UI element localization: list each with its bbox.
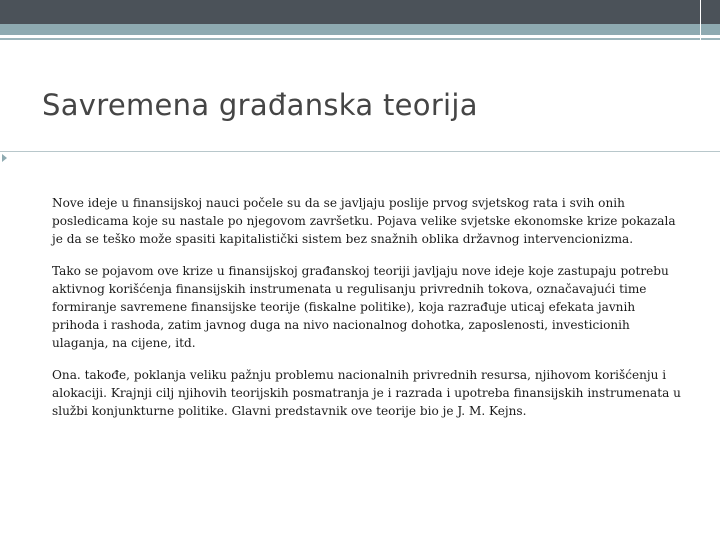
body-paragraph-1: Nove ideje u finansijskoj nauci počele su da se javljaju poslije prvog svjetskog rata i svih onih posledicama koje su nastale po njegovom završetku. Pojava velike svjetske ekonomske krize pokazala je da se teško može spasiti kapitalistički sistem bez snažnih oblika državnog intervencionizma. [52,196,676,246]
slide-body [52,194,682,434]
body-paragraph-3: Ona. takođe, poklanja veliku pažnju problemu nacionalnih privrednih resursa, njihovom korišćenju i alokaciji. Krajnji cilj njihovih teorijskih posmatranja je i razrada i upotreba finansijskih instrumenata u službi konjunkturne politike. Glavni predstavnik ove teorije bio je J. M. Kejns. [52,368,681,418]
title-divider [0,151,720,152]
slide-title: Savremena građanska teorija [42,88,478,122]
header-corner-block-accent [701,24,720,35]
body-paragraph-2: Tako se pojavom ove krize u finansijskoj građanskoj teoriji javljaju nove ideje koje zastupaju potrebu aktivnog korišćenja finansijskih instrumenata u regulisanju privrednih tokova, označavajući time formiranje savremene finansijske teorije (fiskalne politike), koja razrađuje uticaj efekata javnih prihoda i rashoda, zatim javnog duga na nivo nacionalnog dohotka, zaposlenosti, investicionih ulaganja, na cijene, itd. [52,264,669,350]
header-band-accent [0,24,700,35]
header-corner-block-dark [701,0,720,24]
header-band-dark [0,0,700,24]
divider-arrow-icon [2,154,7,162]
header-corner-thin-rule [701,38,720,40]
header-thin-rule [0,38,700,40]
